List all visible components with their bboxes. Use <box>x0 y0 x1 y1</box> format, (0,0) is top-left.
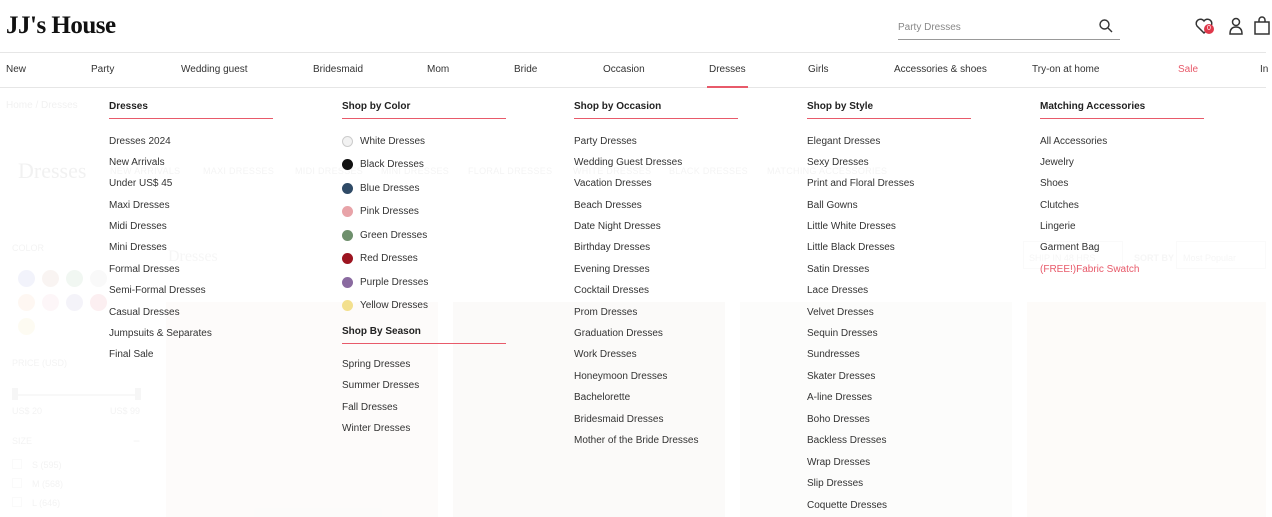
menu-link[interactable]: Mini Dresses <box>109 242 167 253</box>
menu-heading-season[interactable]: Shop By Season <box>342 326 506 344</box>
nav-item-girls[interactable]: Girls <box>808 64 829 75</box>
menu-heading-accessories[interactable]: Matching Accessories <box>1040 101 1204 119</box>
menu-link[interactable]: Sequin Dresses <box>807 328 878 339</box>
menu-link[interactable]: Shoes <box>1040 178 1069 189</box>
menu-link[interactable]: Bridesmaid Dresses <box>574 414 664 425</box>
menu-link[interactable]: Garment Bag <box>1040 242 1100 253</box>
menu-link[interactable]: Backless Dresses <box>807 435 887 446</box>
menu-link[interactable]: Casual Dresses <box>109 307 180 318</box>
nav-item-occasion[interactable]: Occasion <box>603 64 645 75</box>
menu-heading-occasion[interactable]: Shop by Occasion <box>574 101 738 119</box>
menu-link[interactable]: Midi Dresses <box>109 221 167 232</box>
menu-link[interactable]: Party Dresses <box>574 136 637 147</box>
purple-swatch-icon <box>342 277 353 288</box>
menu-link[interactable]: Fall Dresses <box>342 402 398 413</box>
menu-link[interactable]: Under US$ 45 <box>109 178 173 189</box>
menu-link[interactable]: Maxi Dresses <box>109 200 170 211</box>
menu-link[interactable]: Slip Dresses <box>807 478 864 489</box>
menu-link[interactable]: Semi-Formal Dresses <box>109 285 206 296</box>
wishlist-count-badge: 0 <box>1204 24 1214 34</box>
menu-link[interactable]: Wrap Dresses <box>807 457 871 468</box>
menu-link[interactable]: Birthday Dresses <box>574 242 651 253</box>
menu-link[interactable]: Boho Dresses <box>807 414 870 425</box>
menu-link[interactable]: Sundresses <box>807 349 860 360</box>
green-swatch-icon <box>342 230 353 241</box>
menu-heading-style[interactable]: Shop by Style <box>807 101 971 119</box>
nav-item-dresses[interactable]: Dresses <box>709 64 746 75</box>
menu-link[interactable]: White Dresses <box>360 136 426 147</box>
menu-link[interactable]: New Arrivals <box>109 157 165 168</box>
menu-link[interactable]: All Accessories <box>1040 136 1108 147</box>
nav-item-bride[interactable]: Bride <box>514 64 538 75</box>
menu-link[interactable]: Jumpsuits & Separates <box>109 328 212 339</box>
menu-link[interactable]: Final Sale <box>109 349 154 360</box>
menu-link[interactable]: Black Dresses <box>360 159 424 170</box>
search-input[interactable] <box>898 17 1088 37</box>
menu-link[interactable]: Jewelry <box>1040 157 1074 168</box>
menu-link[interactable]: Prom Dresses <box>574 307 638 318</box>
menu-link[interactable]: Red Dresses <box>360 253 418 264</box>
menu-link[interactable]: Ball Gowns <box>807 200 858 211</box>
blue-swatch-icon <box>342 183 353 194</box>
menu-link[interactable]: Mother of the Bride Dresses <box>574 435 699 446</box>
bag-icon[interactable] <box>1252 16 1272 36</box>
menu-link[interactable]: Lingerie <box>1040 221 1076 232</box>
menu-link[interactable]: Beach Dresses <box>574 200 642 211</box>
menu-link[interactable]: Satin Dresses <box>807 264 870 275</box>
menu-link[interactable]: Green Dresses <box>360 230 428 241</box>
menu-link[interactable]: Work Dresses <box>574 349 637 360</box>
menu-link[interactable]: Cocktail Dresses <box>574 285 650 296</box>
menu-link[interactable]: Evening Dresses <box>574 264 650 275</box>
search-bar <box>898 14 1120 40</box>
nav-item-party[interactable]: Party <box>91 64 115 75</box>
red-swatch-icon <box>342 253 353 264</box>
menu-link[interactable]: Velvet Dresses <box>807 307 874 318</box>
menu-link[interactable]: Summer Dresses <box>342 380 420 391</box>
menu-link[interactable]: Pink Dresses <box>360 206 419 217</box>
site-header <box>0 0 1266 53</box>
menu-link[interactable]: Date Night Dresses <box>574 221 661 232</box>
menu-link[interactable]: Purple Dresses <box>360 277 429 288</box>
menu-link[interactable]: Lace Dresses <box>807 285 869 296</box>
menu-link[interactable]: Vacation Dresses <box>574 178 652 189</box>
menu-link[interactable]: Dresses 2024 <box>109 136 171 147</box>
account-icon[interactable] <box>1226 16 1246 36</box>
menu-link[interactable]: Print and Floral Dresses <box>807 178 915 189</box>
nav-item-new[interactable]: New <box>6 64 27 75</box>
search-icon[interactable] <box>1098 18 1114 34</box>
nav-item-try-on-at-home[interactable]: Try-on at home <box>1032 64 1100 75</box>
nav-item-wedding-guest[interactable]: Wedding guest <box>181 64 248 75</box>
menu-link[interactable]: Sexy Dresses <box>807 157 869 168</box>
pink-swatch-icon <box>342 206 353 217</box>
menu-link[interactable]: Elegant Dresses <box>807 136 881 147</box>
menu-link[interactable]: Little Black Dresses <box>807 242 895 253</box>
fabric-swatch-link[interactable]: (FREE!)Fabric Swatch <box>1040 264 1140 275</box>
dresses-mega-menu <box>0 88 1266 517</box>
nav-item-accessories-shoes[interactable]: Accessories & shoes <box>894 64 987 75</box>
menu-link[interactable]: Formal Dresses <box>109 264 180 275</box>
white-swatch-icon <box>342 136 353 147</box>
main-nav <box>0 53 1269 88</box>
menu-link[interactable]: Honeymoon Dresses <box>574 371 668 382</box>
nav-item-more[interactable]: In <box>1260 64 1269 75</box>
menu-link[interactable]: Spring Dresses <box>342 359 411 370</box>
menu-link[interactable]: Blue Dresses <box>360 183 420 194</box>
nav-item-bridesmaid[interactable]: Bridesmaid <box>313 64 364 75</box>
menu-link[interactable]: Little White Dresses <box>807 221 896 232</box>
site-logo[interactable]: JJ's House <box>6 12 116 39</box>
menu-link[interactable]: Winter Dresses <box>342 423 411 434</box>
menu-link[interactable]: Clutches <box>1040 200 1079 211</box>
menu-link[interactable]: Graduation Dresses <box>574 328 663 339</box>
nav-item-mom[interactable]: Mom <box>427 64 450 75</box>
menu-heading-dresses[interactable]: Dresses <box>109 101 273 119</box>
menu-link[interactable]: Bachelorette <box>574 392 631 403</box>
menu-link[interactable]: A-line Dresses <box>807 392 873 403</box>
nav-item-sale[interactable]: Sale <box>1178 64 1199 75</box>
menu-link[interactable]: Coquette Dresses <box>807 500 888 511</box>
black-swatch-icon <box>342 159 353 170</box>
menu-heading-color[interactable]: Shop by Color <box>342 101 506 119</box>
menu-link[interactable]: Wedding Guest Dresses <box>574 157 683 168</box>
menu-link[interactable]: Skater Dresses <box>807 371 876 382</box>
yellow-swatch-icon <box>342 300 353 311</box>
menu-link[interactable]: Yellow Dresses <box>360 300 428 311</box>
